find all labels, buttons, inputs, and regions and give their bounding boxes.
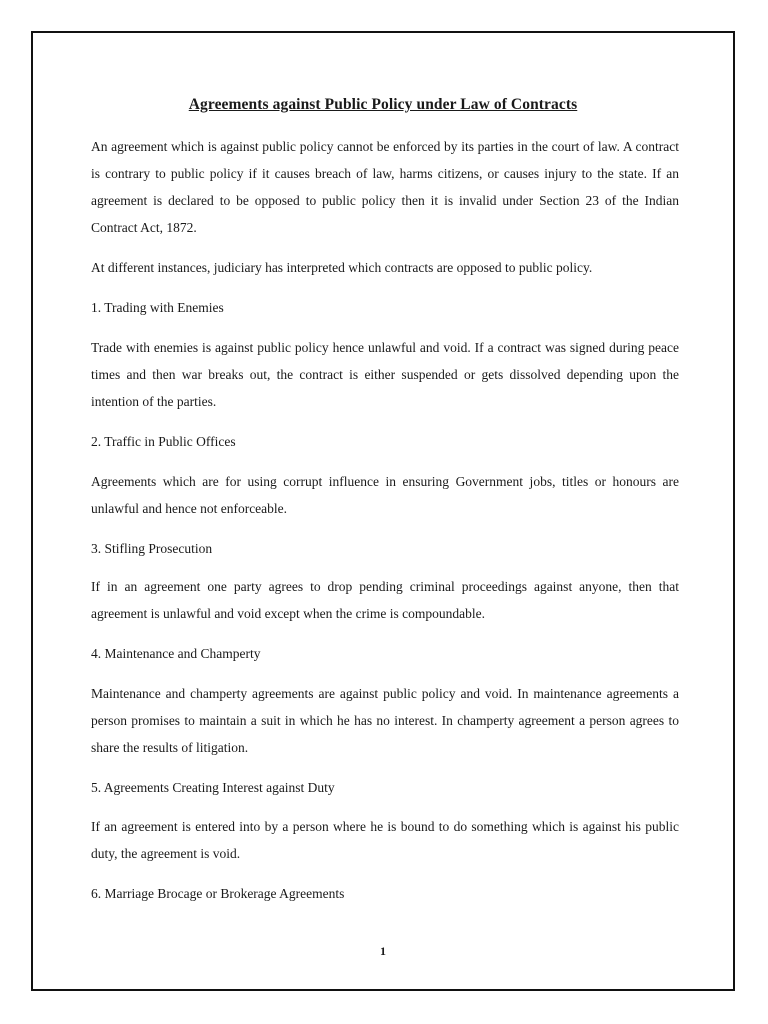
- section-body-5: If an agreement is entered into by a person where he is bound to do something which is against his public duty, the agreement is void.: [91, 819, 679, 861]
- intro-paragraph-2: At different instances, judiciary has interpreted which contracts are opposed to public policy.: [91, 260, 593, 275]
- section-heading-6: 6. Marriage Brocage or Brokerage Agreements: [91, 886, 345, 901]
- section-body-3: If in an agreement one party agrees to drop pending criminal proceedings against anyone, then that agreement is unlawful and void except when the crime is compoundable.: [91, 579, 679, 621]
- section-body-2: Agreements which are for using corrupt influence in ensuring Government jobs, titles or honours are unlawful and hence not enforceable.: [91, 474, 679, 516]
- section-heading-1: 1. Trading with Enemies: [91, 300, 224, 315]
- document-title: Agreements against Public Policy under Law of Contracts: [188, 96, 578, 113]
- page-number: 1: [380, 944, 386, 958]
- section-heading-4: 4. Maintenance and Champerty: [91, 646, 261, 661]
- intro-paragraph-1: An agreement which is against public policy cannot be enforced by its parties in the court of law. A contract is contrary to public policy if it causes breach of law, harms citizens, or causes injury to the state. If an agreement is declared to be opposed to public policy then it is invalid under Section 23 of the Indian Contract Act, 1872.: [91, 139, 679, 235]
- section-heading-2: 2. Traffic in Public Offices: [91, 434, 236, 449]
- section-heading-3: 3. Stifling Prosecution: [91, 541, 213, 556]
- section-body-1: Trade with enemies is against public policy hence unlawful and void. If a contract was signed during peace times and then war breaks out, the contract is either suspended or gets dissolved depending upon the intention of the parties.: [91, 340, 679, 409]
- section-body-4: Maintenance and champerty agreements are against public policy and void. In maintenance agreements a person promises to maintain a suit in which he has no interest. In champerty agreement a person agrees to share the results of litigation.: [91, 686, 679, 755]
- document-page: [31, 31, 735, 991]
- section-heading-5: 5. Agreements Creating Interest against Duty: [91, 780, 335, 795]
